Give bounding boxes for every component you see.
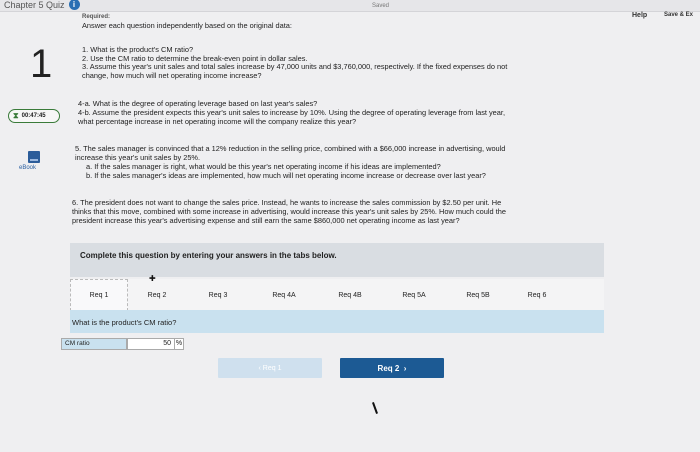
text-cursor-icon bbox=[372, 402, 378, 414]
top-bar bbox=[0, 0, 700, 12]
question-line: president increase this year's advertising expense and still earn the same $860,000 net operating income as last year? bbox=[72, 216, 460, 225]
ebook-link[interactable]: eBook bbox=[19, 165, 37, 171]
tab-req-1[interactable]: Req 1 bbox=[70, 279, 128, 311]
timer-value: 00:47:45 bbox=[21, 113, 46, 119]
question-line: increase this year's unit sales by 25%. bbox=[75, 153, 201, 162]
question-line: what percentage increase in net operating income will the company realize this year? bbox=[78, 117, 357, 126]
percent-unit: % bbox=[175, 338, 184, 350]
question-line: 3. Assume this year's unit sales and total sales increase by 47,000 units and $3,760,000, respectively. If the fixed expenses do not bbox=[82, 62, 508, 71]
cm-ratio-label: CM ratio bbox=[61, 338, 127, 350]
question-line: 4-a. What is the degree of operating leverage based on last year's sales? bbox=[78, 99, 318, 108]
tab-req-3[interactable]: Req 3 bbox=[208, 291, 228, 299]
required-heading: Required: bbox=[82, 14, 111, 20]
help-link[interactable]: Help bbox=[632, 12, 648, 19]
info-icon[interactable]: i bbox=[69, 0, 80, 10]
chevron-left-icon: ‹ bbox=[258, 364, 263, 372]
requirement-tabs bbox=[70, 279, 604, 311]
tab-question-strip bbox=[70, 310, 604, 333]
timer[interactable] bbox=[8, 109, 60, 123]
question-line: 4-b. Assume the president expects this year's unit sales to increase by 10%. Using the degree of operating leverage from last year, bbox=[78, 108, 506, 117]
question-line: a. If the sales manager is right, what would be this year's net operating income if his ideas are implemented? bbox=[86, 162, 441, 171]
tab-question-text: What is the product's CM ratio? bbox=[72, 318, 177, 327]
ebook-icon[interactable] bbox=[28, 151, 40, 163]
saved-status: Saved bbox=[372, 3, 390, 9]
question-sidebar bbox=[0, 12, 66, 452]
hourglass-icon: ⧗ bbox=[13, 111, 19, 120]
mouse-cursor-icon: ✚ bbox=[149, 274, 156, 283]
tab-req-6[interactable]: Req 6 bbox=[527, 291, 547, 299]
tab-req-4b[interactable]: Req 4B bbox=[338, 291, 362, 299]
instruction-text: Complete this question by entering your answers in the tabs below. bbox=[80, 251, 337, 260]
tab-req-5a[interactable]: Req 5A bbox=[402, 291, 426, 299]
prev-button[interactable] bbox=[218, 358, 322, 378]
question-line: 2. Use the CM ratio to determine the break-even point in dollar sales. bbox=[82, 54, 308, 63]
quiz-title bbox=[4, 0, 80, 10]
question-line: thinks that this move, combined with some increase in advertising, would increase this year's unit sales by 25%. How much could the bbox=[72, 207, 506, 216]
save-exit-link[interactable]: Save & Ex bbox=[664, 12, 694, 18]
question-number: 1 bbox=[30, 42, 53, 86]
tab-req-4a[interactable]: Req 4A bbox=[272, 291, 296, 299]
question-line: 5. The sales manager is convinced that a 12% reduction in the selling price, combined with a $66,000 increase in advertising, would bbox=[75, 144, 506, 153]
quiz-title-text: Chapter 5 Quiz bbox=[4, 0, 65, 10]
question-line: 1. What is the product's CM ratio? bbox=[82, 45, 194, 54]
tab-req-2[interactable]: Req 2 bbox=[147, 291, 167, 299]
question-line: change, how much will net operating income increase? bbox=[82, 71, 262, 80]
cm-ratio-input[interactable]: 50 bbox=[127, 338, 175, 350]
instruction-banner bbox=[70, 243, 604, 277]
tab-req-5b[interactable]: Req 5B bbox=[466, 291, 490, 299]
question-line: 6. The president does not want to change the sales price. Instead, he wants to increase the sales commission by $2.50 per unit. He bbox=[72, 198, 502, 207]
chevron-right-icon: › bbox=[399, 363, 407, 373]
prev-button-label: Req 1 bbox=[262, 364, 282, 372]
next-button[interactable] bbox=[340, 358, 444, 378]
question-line: b. If the sales manager's ideas are implemented, how much will net operating income increase or decrease over last year? bbox=[86, 171, 486, 180]
question-intro: Answer each question independently based on the original data: bbox=[82, 21, 292, 30]
next-button-label: Req 2 bbox=[377, 363, 400, 373]
